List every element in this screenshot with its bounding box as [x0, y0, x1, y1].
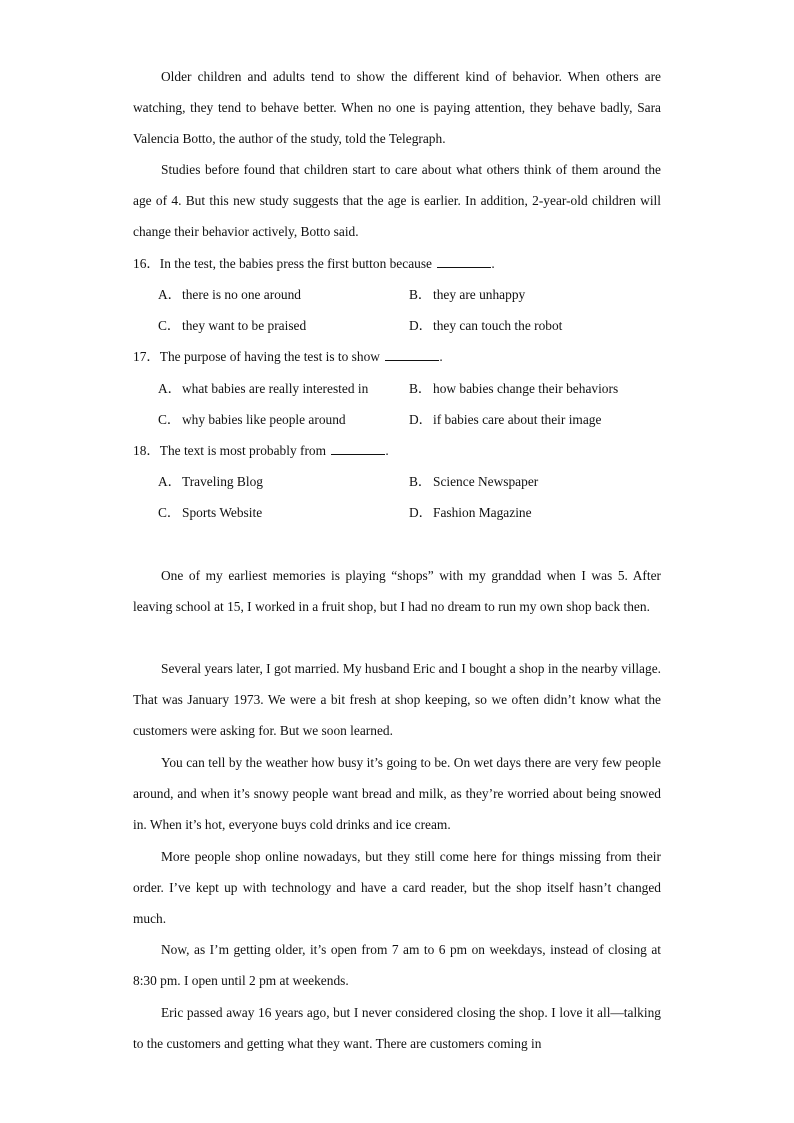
answer-blank: [437, 255, 491, 268]
question-16: 16．In the test, the babies press the first button because .: [133, 256, 495, 271]
question-16-option-c: C． they want to be praised: [158, 318, 307, 333]
passage2-paragraph-3: You can tell by the weather how busy it’s going to be. On wet days there are very few people around, and when it’s snowy people want bread and milk, as they’re worried about being snowed in. When it’s hot, everyone buys cold drinks and ice cream.: [133, 755, 661, 832]
passage1-paragraph-1: Older children and adults tend to show the different kind of behavior. When others are watching, they tend to behave better. When no one is paying attention, they behave badly, Sara Valencia Botto, the author of the study, told the Telegraph.: [133, 69, 661, 146]
passage2-paragraph-6: Eric passed away 16 years ago, but I never considered closing the shop. I love it all—talking to the customers and getting what they want. There are customers coming in: [133, 1005, 661, 1051]
question-18-option-a: A．Traveling Blog: [158, 474, 263, 489]
question-18: 18．The text is most probably from .: [133, 443, 389, 458]
question-17-option-a: A．what babies are really interested in: [158, 381, 369, 396]
question-17: 17．The purpose of having the test is to show .: [133, 349, 443, 364]
passage2-paragraph-2: Several years later, I got married. My husband Eric and I bought a shop in the nearby village. That was January 1973. We were a bit fresh at shop keeping, so we often didn’t know what the customers were asking for. But we soon learned.: [133, 661, 661, 738]
answer-blank: [385, 348, 439, 361]
question-18-option-b: B． Science Newspaper: [409, 474, 539, 489]
question-17-option-c: C． why babies like people around: [158, 412, 346, 427]
question-16-option-a: A．there is no one around: [158, 287, 301, 302]
passage1-paragraph-2: Studies before found that children start to care about what others think of them around the age of 4. But this new study suggests that the age is earlier. In addition, 2-year-old children will change their behavior actively, Botto said.: [133, 162, 661, 239]
question-16-option-b: B． they are unhappy: [409, 287, 526, 302]
question-17-option-b: B． how babies change their behaviors: [409, 381, 619, 396]
passage2-paragraph-1: One of my earliest memories is playing “shops” with my granddad when I was 5. After leaving school at 15, I worked in a fruit shop, but I had no dream to run my own shop back then.: [133, 568, 661, 614]
answer-blank: [331, 442, 385, 455]
passage2-paragraph-5: Now, as I’m getting older, it’s open from 7 am to 6 pm on weekdays, instead of closing at 8:30 pm. I open until 2 pm at weekends.: [133, 942, 661, 988]
question-16-option-d: D．they can touch the robot: [409, 318, 563, 333]
question-18-option-c: C． Sports Website: [158, 505, 263, 520]
question-18-option-d: D．Fashion Magazine: [409, 505, 532, 520]
question-17-option-d: D．if babies care about their image: [409, 412, 602, 427]
passage2-paragraph-4: More people shop online nowadays, but they still come here for things missing from their order. I’ve kept up with technology and have a card reader, but the shop itself hasn’t changed much.: [133, 849, 661, 926]
